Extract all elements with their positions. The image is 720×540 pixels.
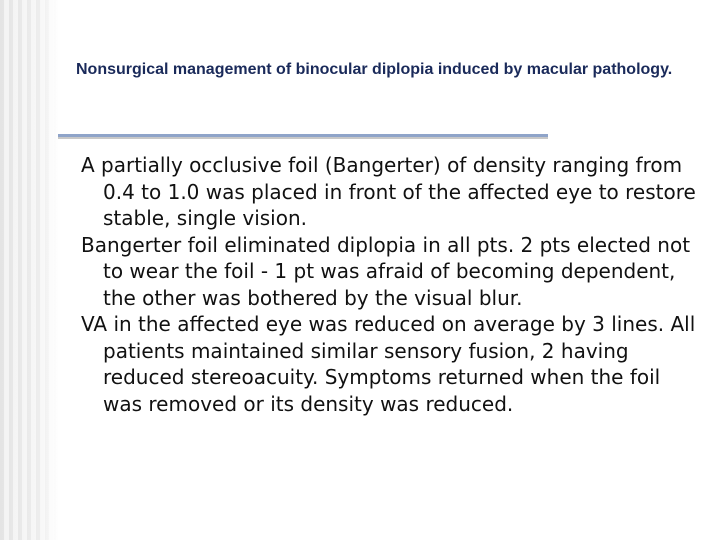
stripe-fade-overlay (0, 0, 58, 540)
slide-body (81, 152, 701, 417)
slide-title: Nonsurgical management of binocular diplopia induced by macular pathology. (76, 61, 673, 78)
body-paragraph-1: A partially occlusive foil (Bangerter) of density ranging from 0.4 to 1.0 was placed in front of the affected eye to restore stable, single vision. (81, 153, 696, 230)
title-divider (58, 134, 548, 137)
body-paragraph-2: Bangerter foil eliminated diplopia in all pts. 2 pts elected not to wear the foil - 1 pt was afraid of becoming dependent, the other was bothered by the visual blur. (81, 232, 691, 310)
body-paragraph-3: VA in the affected eye was reduced on average by 3 lines. All patients maintained similar sensory fusion, 2 having reduced stereoacuity. Symptoms returned when the foil was removed or its density was reduced. (81, 312, 696, 416)
